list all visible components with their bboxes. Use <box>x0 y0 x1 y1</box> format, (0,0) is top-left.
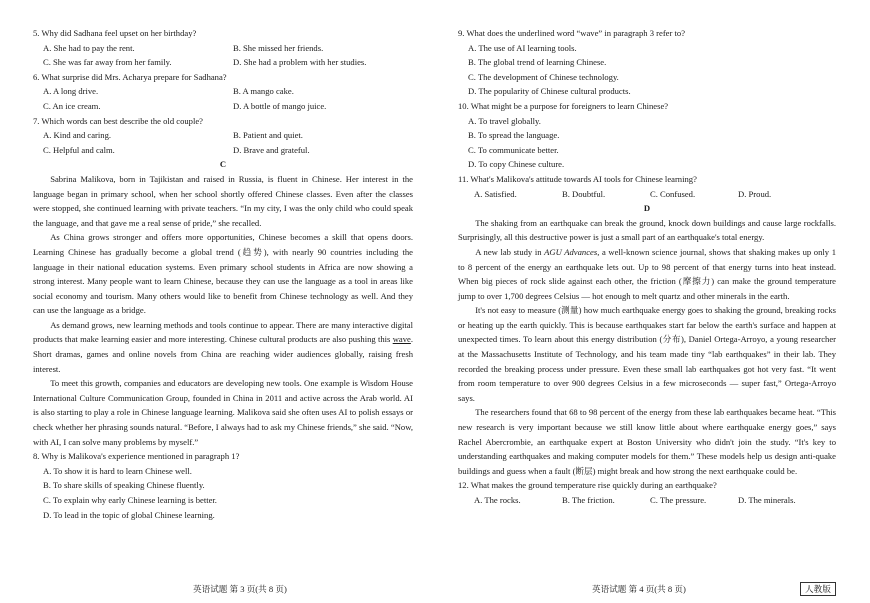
question-11-options <box>458 187 836 202</box>
option-10d: D. To copy Chinese culture. <box>468 159 565 170</box>
option-11b: B. Doubtful. <box>562 188 606 199</box>
passage-d-paragraph-2 <box>458 245 836 303</box>
option-8c: C. To explain why early Chinese learning is better. <box>43 495 217 505</box>
question-6-options-row2 <box>33 99 413 114</box>
right-page-column <box>458 26 836 508</box>
passage-c-paragraph-3 <box>33 318 413 376</box>
edition-badge: 人教版 <box>800 582 836 596</box>
option-7b: B. Patient and quiet. <box>233 130 303 141</box>
option-9c: C. The development of Chinese technology. <box>468 71 619 82</box>
option-5d: D. She had a problem with her studies. <box>233 57 367 68</box>
section-d-heading: D <box>643 203 651 214</box>
option-7c: C. Helpful and calm. <box>43 144 115 155</box>
question-7-stem: 7. Which words can best describe the old couple? <box>33 115 203 126</box>
paragraph-2-text-start: A new lab study in <box>475 246 545 257</box>
option-8a: A. To show it is hard to learn Chinese well. <box>43 465 192 476</box>
passage-d-paragraph-4: The researchers found that 68 to 98 percent of the energy from these lab earthquakes became heat. “This new research is very important because we still know little about where earthquake energy goes,” says Rachel Abercrombie, an earthquake expert at Boston University who didn't join the study. “It's key to understanding earthquakes and making computer models for them.” These models help us design anti-quake buildings and guess when a fault (断层) might break and how strong the next earthquake could be. <box>458 407 836 476</box>
question-7-options <box>33 128 413 143</box>
option-12b: B. The friction. <box>562 495 615 505</box>
section-c-heading: C <box>219 159 227 170</box>
option-6a: A. A long drive. <box>43 86 99 97</box>
option-5c: C. She was far away from her family. <box>43 57 172 68</box>
option-9a: A. The use of AI learning tools. <box>468 42 577 53</box>
option-10a: A. To travel globally. <box>468 115 541 126</box>
passage-c-paragraph-4: To meet this growth, companies and educators are developing new tools. One example is Wisdom House International Culture Communication Group, founded in China in 2011 and active across the Arab world. AI is also starting to play a role in Chinese language learning. Malikova said she often uses AI to polish essays or check whether her phrasing sounds natural. “Before, I always had to ask my Chinese friends,” she said. “Now, with AI, I can solve many problems by myself.” <box>33 378 413 447</box>
passage-d-paragraph-3: It's not easy to measure (测量) how much earthquake energy goes to shaking the ground, breaking rocks or heating up the earth quickly. This is because earthquakes start far below the earth's surface and happen at unexpected times. To learn about this energy distribution (分布), Daniel Ortega-Arroyo, a young researcher at the Massachusetts Institute of Technology, and his team made tiny “lab earthquakes” in their lab. They recorded the breaking process under pressure. Even these small lab earthquakes got hot very fast. “It went from room temperature to over 900 degrees Celsius in a few microseconds — super fast,” Ortega-Arroyo says. <box>458 305 836 403</box>
question-5-stem: 5. Why did Sadhana feel upset on her birthday? <box>33 28 197 38</box>
option-6c: C. An ice cream. <box>43 100 101 111</box>
passage-c-paragraph-1: Sabrina Malikova, born in Tajikistan and raised in Russia, is fluent in Chinese. Her interest in the language began in primary school, when her school shortly offered Chinese classes. Even after the classes were stopped, she continued learning with private teachers. “In my city, I was the only child who could speak the language, and that gave me a real sense of pride,” she recalled. <box>33 173 413 228</box>
question-9-stem: 9. What does the underlined word “wave” in paragraph 3 refer to? <box>458 28 686 38</box>
option-9d: D. The popularity of Chinese cultural products. <box>468 86 631 97</box>
journal-name: AGU Advances <box>544 246 598 257</box>
passage-c-paragraph-2: As China grows stronger and offers more opportunities, Chinese becomes a skill that opens doors. Learning Chinese has gradually become a global trend (趋势), with nearly 90 countries including the language in their national education systems. Even primary school students in Africa are now showing a strong interest. Many people want to learn Chinese, because they can use the language as a tool in areas like social economy and tourism. Many others would like to benefit from Chinese technology as well. And they can use the language as a bridge. <box>33 232 413 316</box>
question-10-stem: 10. What might be a purpose for foreigners to learn Chinese? <box>458 100 669 111</box>
option-10b: B. To spread the language. <box>468 130 560 141</box>
option-11c: C. Confused. <box>650 188 696 199</box>
option-8b: B. To share skills of speaking Chinese fluently. <box>43 480 205 491</box>
option-10c: C. To communicate better. <box>468 144 559 155</box>
paragraph-3-text-start: As demand grows, new learning methods and tools continue to appear. There are many interactive digital products that make learning easier and more interesting. Chinese cultural products are also pushing this <box>33 319 413 345</box>
right-page-footer: 英语试题 第 4 页(共 8 页) <box>592 584 686 594</box>
option-9b: B. The global trend of learning Chinese. <box>468 57 607 68</box>
question-8-stem: 8. Why is Malikova's experience mentioned in paragraph 1? <box>33 451 240 462</box>
question-7-options-row2 <box>33 143 413 158</box>
underlined-word-wave: wave <box>392 334 411 345</box>
question-6-stem: 6. What surprise did Mrs. Acharya prepare for Sadhana? <box>33 71 227 82</box>
question-12-options <box>458 493 836 508</box>
option-5b: B. She missed her friends. <box>233 42 324 53</box>
left-page-column <box>33 26 413 522</box>
option-7a: A. Kind and caring. <box>43 130 112 141</box>
option-6d: D. A bottle of mango juice. <box>233 100 327 111</box>
passage-d-paragraph-1: The shaking from an earthquake can break the ground, knock down buildings and cause large rockfalls. Surprisingly, all this destructive power is just a small part of an earthquake's total energy. <box>458 217 836 243</box>
question-5-options-row2 <box>33 55 413 70</box>
option-6b: B. A mango cake. <box>233 86 294 97</box>
option-7d: D. Brave and grateful. <box>233 144 310 155</box>
paragraph-2-text-end: , a well-known science journal, shows that shaking makes up only 1 to 8 percent of the energy an earthquake lets out. Up to 98 percent of that energy turns into heat instead. When big pieces of rock slide against each other, the friction (摩擦力) can make the ground temperature jump to over 1,700 degrees Celsius — hot enough to melt quartz and other minerals in the earth. <box>458 246 836 301</box>
paragraph-3-text-end: . Short dramas, games and online novels from China are reaching wider audiences globally, raising fresh interest. <box>33 334 413 374</box>
question-6-options <box>33 84 413 99</box>
option-11a: A. Satisfied. <box>474 188 517 199</box>
option-12a: A. The rocks. <box>474 495 521 505</box>
question-5-options <box>33 41 413 56</box>
question-11-stem: 11. What's Malikova's attitude towards AI tools for Chinese learning? <box>458 173 697 184</box>
option-12c: C. The pressure. <box>650 495 707 505</box>
option-12d: D. The minerals. <box>738 495 796 505</box>
option-5a: A. She had to pay the rent. <box>43 42 135 53</box>
question-12-stem: 12. What makes the ground temperature rise quickly during an earthquake? <box>458 480 717 491</box>
left-page-footer: 英语试题 第 3 页(共 8 页) <box>193 584 287 594</box>
option-8d: D. To lead in the topic of global Chinese learning. <box>43 509 215 520</box>
option-11d: D. Proud. <box>738 188 772 199</box>
